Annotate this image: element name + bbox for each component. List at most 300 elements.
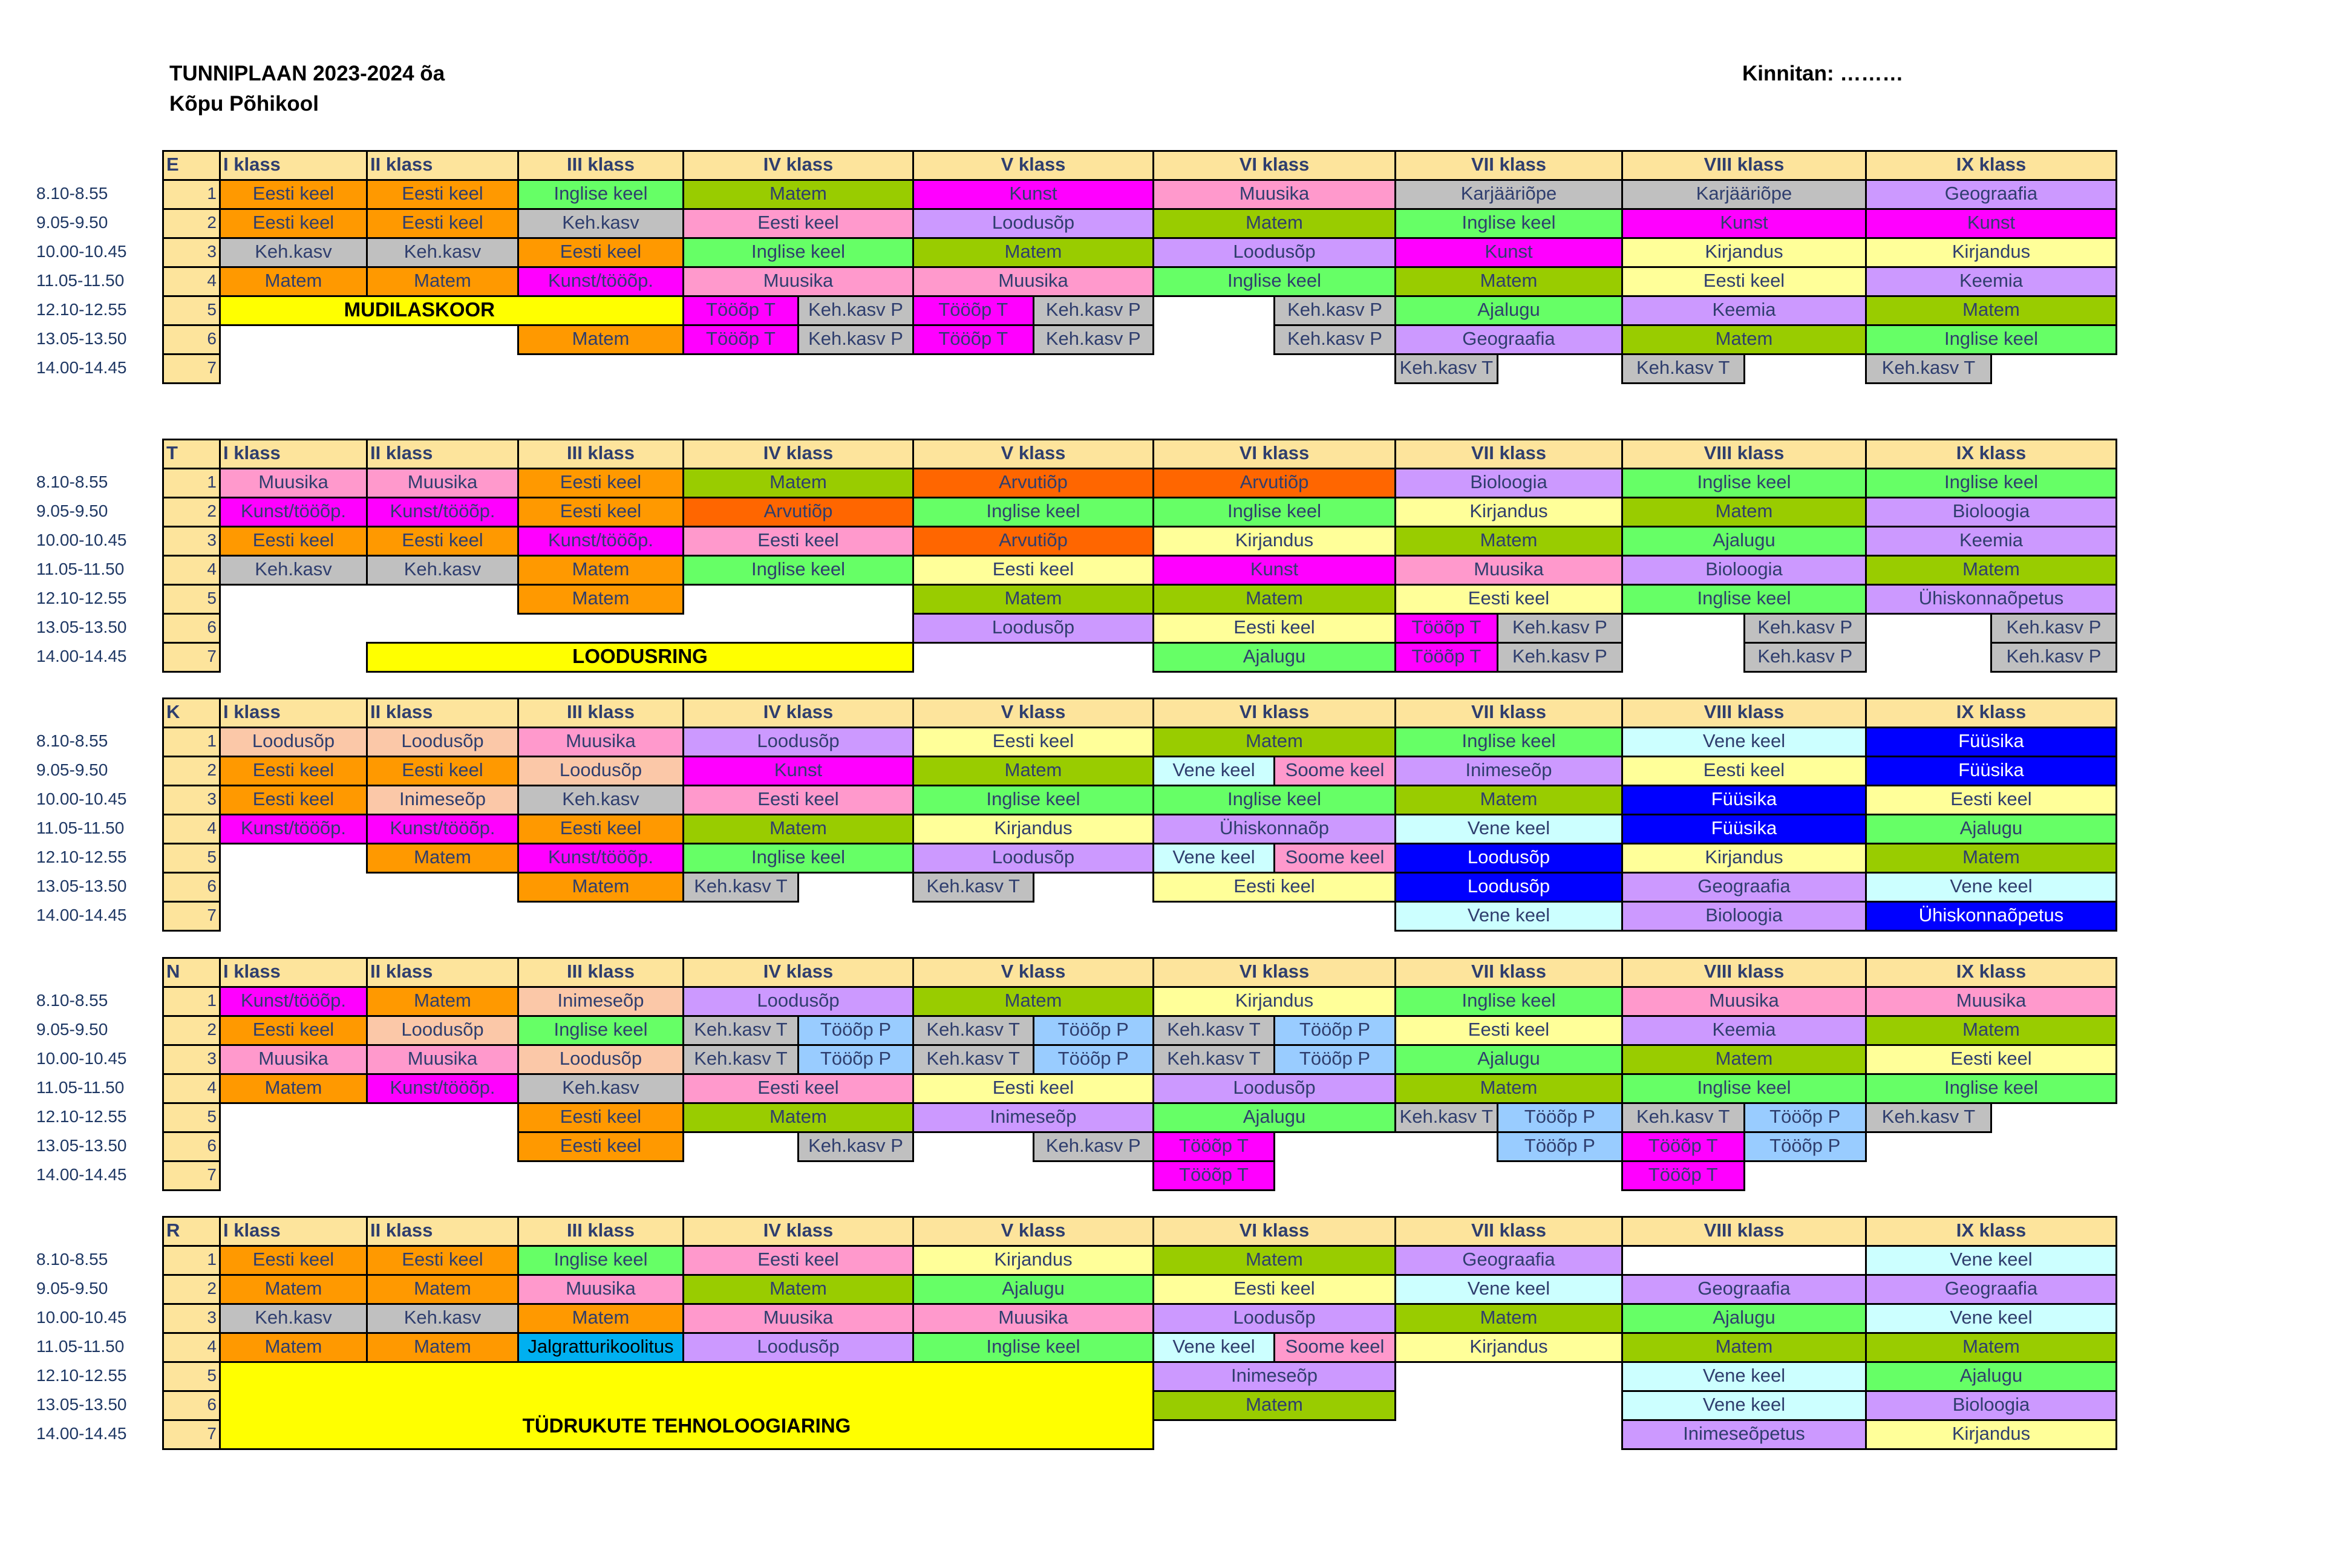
lesson-cell: Inimeseõp: [912, 1102, 1154, 1133]
lesson-cell: Tööõp P: [1743, 1102, 1867, 1133]
lesson-cell: Matem: [1394, 1303, 1623, 1334]
period-number: 1: [162, 727, 221, 757]
lesson-cell: Matem: [1394, 526, 1623, 557]
lesson-cell: Keh.kasv T: [682, 1015, 799, 1046]
lesson-cell: Keh.kasv T: [1865, 1102, 1992, 1133]
lesson-cell: Inglise keel: [1865, 324, 2117, 355]
lesson-cell: Eesti keel: [912, 1073, 1154, 1104]
lesson-cell: Eesti keel: [366, 179, 519, 210]
period-time: 12.10-12.55: [36, 589, 127, 607]
period-time: 8.10-8.55: [36, 1250, 108, 1269]
lesson-cell: Füüsika: [1621, 785, 1867, 815]
lesson-cell: Arvutiõp: [682, 497, 914, 528]
lesson-cell: Matem: [1865, 1015, 2117, 1046]
lesson-cell: Loodusõp: [1152, 237, 1396, 268]
lesson-cell: Matem: [366, 986, 519, 1017]
period-number: 3: [162, 1044, 221, 1075]
lesson-cell: Eesti keel: [366, 756, 519, 786]
period-number: 7: [162, 901, 221, 932]
lesson-cell: Ajalugu: [1394, 1044, 1623, 1075]
class-header: VII klass: [1394, 957, 1623, 988]
lesson-cell: Tööõp P: [1273, 1015, 1396, 1046]
lesson-cell: Inglise keel: [1394, 208, 1623, 239]
lesson-cell: Tööõp P: [1743, 1131, 1867, 1162]
lesson-cell: Matem: [1865, 843, 2117, 874]
lesson-cell: [1621, 1245, 1867, 1276]
lesson-cell: Vene keel: [1394, 1274, 1623, 1305]
lesson-cell: Matem: [912, 756, 1154, 786]
lesson-cell: Kirjandus: [1865, 237, 2117, 268]
lesson-cell: Ajalugu: [1621, 526, 1867, 557]
lesson-cell: Keh.kasv P: [1033, 1131, 1155, 1162]
lesson-cell: Vene keel: [1394, 814, 1623, 844]
period-time: 9.05-9.50: [36, 1279, 108, 1298]
lesson-cell: Matem: [1621, 497, 1867, 528]
lesson-cell: Loodusõp: [912, 613, 1154, 644]
class-header: III klass: [517, 697, 684, 728]
lesson-cell: Inglise keel: [1152, 266, 1396, 297]
lesson-cell: Kunst/tööõp.: [517, 526, 684, 557]
class-header: IX klass: [1865, 1216, 2117, 1247]
lesson-cell: Matem: [1621, 1332, 1867, 1363]
lesson-cell: Matem: [1152, 1245, 1396, 1276]
lesson-cell: Füüsika: [1621, 814, 1867, 844]
activity-band: MUDILASKOOR: [219, 295, 684, 326]
lesson-cell: Matem: [912, 986, 1154, 1017]
lesson-cell: Loodusõp: [912, 208, 1154, 239]
lesson-cell: Ühiskonnaõp: [1152, 814, 1396, 844]
period-number: 4: [162, 266, 221, 297]
lesson-cell: Matem: [517, 324, 684, 355]
class-header: IX klass: [1865, 150, 2117, 181]
period-time: 12.10-12.55: [36, 1366, 127, 1385]
period-number: 2: [162, 756, 221, 786]
lesson-cell: Muusika: [912, 266, 1154, 297]
lesson-cell: Matem: [1621, 1044, 1867, 1075]
lesson-cell: Keh.kasv T: [912, 1015, 1034, 1046]
lesson-cell: Keh.kasv: [366, 237, 519, 268]
class-header: VII klass: [1394, 150, 1623, 181]
lesson-cell: Inglise keel: [1621, 584, 1867, 615]
lesson-cell: Keh.kasv T: [682, 1044, 799, 1075]
lesson-cell: Inglise keel: [1152, 497, 1396, 528]
class-header: VI klass: [1152, 957, 1396, 988]
lesson-cell: Muusika: [517, 1274, 684, 1305]
lesson-cell: Kunst/tööõp.: [219, 814, 368, 844]
lesson-cell: Loodusõp: [219, 727, 368, 757]
lesson-cell: Kunst: [1621, 208, 1867, 239]
lesson-cell: Geograafia: [1621, 1274, 1867, 1305]
lesson-cell: Keemia: [1621, 1015, 1867, 1046]
lesson-cell: Kirjandus: [912, 814, 1154, 844]
lesson-cell: Bioloogia: [1621, 901, 1867, 932]
lesson-cell: Inglise keel: [912, 497, 1154, 528]
lesson-cell: Muusika: [219, 1044, 368, 1075]
lesson-cell: Soome keel: [1273, 1332, 1396, 1363]
class-header: II klass: [366, 439, 519, 469]
lesson-cell: Eesti keel: [517, 237, 684, 268]
lesson-cell: Füüsika: [1865, 727, 2117, 757]
class-header: VI klass: [1152, 1216, 1396, 1247]
activity-band: LOODUSRING: [366, 642, 914, 673]
lesson-cell: Matem: [682, 1274, 914, 1305]
school-name: Kõpu Põhikool: [169, 92, 319, 116]
class-header: II klass: [366, 1216, 519, 1247]
lesson-cell: Vene keel: [1865, 1303, 2117, 1334]
lesson-cell: Keh.kasv P: [1273, 295, 1396, 326]
class-header: IV klass: [682, 697, 914, 728]
lesson-cell: Inglise keel: [517, 1245, 684, 1276]
lesson-cell: Kunst: [1865, 208, 2117, 239]
lesson-cell: Muusika: [517, 727, 684, 757]
lesson-cell: Eesti keel: [219, 785, 368, 815]
class-header: I klass: [219, 150, 368, 181]
lesson-cell: Eesti keel: [517, 497, 684, 528]
lesson-cell: Muusika: [682, 1303, 914, 1334]
lesson-cell: Matem: [517, 1303, 684, 1334]
lesson-cell: Muusika: [366, 1044, 519, 1075]
lesson-cell: Ühiskonnaõpetus: [1865, 901, 2117, 932]
lesson-cell: Tööõp T: [1621, 1131, 1745, 1162]
lesson-cell: Eesti keel: [1152, 613, 1396, 644]
lesson-cell: Inimeseõp: [1394, 756, 1623, 786]
lesson-cell: Eesti keel: [912, 727, 1154, 757]
lesson-cell: Eesti keel: [219, 526, 368, 557]
lesson-cell: Loodusõp: [517, 1044, 684, 1075]
lesson-cell: Eesti keel: [1621, 756, 1867, 786]
period-time: 14.00-14.45: [36, 1165, 127, 1184]
lesson-cell: Loodusõp: [517, 756, 684, 786]
period-time: 11.05-11.50: [36, 271, 125, 290]
lesson-cell: Füüsika: [1865, 756, 2117, 786]
lesson-cell: Vene keel: [1621, 727, 1867, 757]
period-time: 12.10-12.55: [36, 848, 127, 866]
lesson-cell: Tööõp T: [1394, 642, 1498, 673]
lesson-cell: Eesti keel: [366, 1245, 519, 1276]
class-header: VII klass: [1394, 697, 1623, 728]
lesson-cell: Geograafia: [1394, 324, 1623, 355]
lesson-cell: Tööõp T: [912, 324, 1034, 355]
lesson-cell: Soome keel: [1273, 843, 1396, 874]
lesson-cell: Tööõp T: [682, 295, 799, 326]
lesson-cell: Matem: [366, 843, 519, 874]
lesson-cell: Keh.kasv T: [1621, 1102, 1745, 1133]
lesson-cell: Eesti keel: [517, 468, 684, 498]
lesson-cell: Kunst: [1152, 555, 1396, 586]
lesson-cell: Keh.kasv T: [912, 872, 1034, 903]
lesson-cell: Kirjandus: [1152, 986, 1396, 1017]
lesson-cell: Inglise keel: [1394, 986, 1623, 1017]
class-header: V klass: [912, 957, 1154, 988]
period-number: 7: [162, 642, 221, 673]
lesson-cell: Inglise keel: [517, 179, 684, 210]
class-header: VIII klass: [1621, 150, 1867, 181]
lesson-cell: Keh.kasv T: [1394, 1102, 1498, 1133]
period-time: 13.05-13.50: [36, 618, 127, 636]
period-number: 6: [162, 1131, 221, 1162]
lesson-cell: Eesti keel: [517, 1102, 684, 1133]
lesson-cell: Loodusõp: [1394, 872, 1623, 903]
lesson-cell: Inimeseõp: [1152, 1361, 1396, 1392]
lesson-cell: Matem: [219, 1274, 368, 1305]
lesson-cell: Inglise keel: [1621, 1073, 1867, 1104]
lesson-cell: Tööõp P: [1273, 1044, 1396, 1075]
lesson-cell: Loodusõp: [1152, 1073, 1396, 1104]
lesson-cell: Eesti keel: [366, 526, 519, 557]
lesson-cell: Eesti keel: [682, 1245, 914, 1276]
lesson-cell: Geograafia: [1865, 179, 2117, 210]
lesson-cell: Keh.kasv P: [797, 1131, 914, 1162]
lesson-cell: Loodusõp: [1394, 843, 1623, 874]
lesson-cell: Matem: [366, 266, 519, 297]
class-header: VI klass: [1152, 150, 1396, 181]
lesson-cell: Keh.kasv T: [1394, 353, 1498, 384]
lesson-cell: Matem: [1394, 1073, 1623, 1104]
lesson-cell: Eesti keel: [219, 756, 368, 786]
lesson-cell: Arvutiõp: [912, 468, 1154, 498]
lesson-cell: Kunst/tööõp.: [219, 986, 368, 1017]
lesson-cell: Eesti keel: [517, 814, 684, 844]
lesson-cell: Kunst/tööõp.: [219, 497, 368, 528]
lesson-cell: Keh.kasv P: [1273, 324, 1396, 355]
period-number: 2: [162, 497, 221, 528]
lesson-cell: Tööõp P: [1497, 1131, 1623, 1162]
period-number: 3: [162, 1303, 221, 1334]
class-header: VIII klass: [1621, 439, 1867, 469]
lesson-cell: Tööõp T: [1394, 613, 1498, 644]
period-number: 4: [162, 814, 221, 844]
lesson-cell: Keh.kasv: [219, 555, 368, 586]
day-label: N: [162, 957, 221, 988]
class-header: IX klass: [1865, 697, 2117, 728]
lesson-cell: Inglise keel: [912, 785, 1154, 815]
lesson-cell: Tööõp T: [912, 295, 1034, 326]
lesson-cell: Keh.kasv T: [1152, 1044, 1275, 1075]
class-header: VI klass: [1152, 439, 1396, 469]
lesson-cell: Inimeseõpetus: [1621, 1419, 1867, 1450]
lesson-cell: Matem: [1394, 266, 1623, 297]
lesson-cell: Muusika: [1152, 179, 1396, 210]
class-header: III klass: [517, 957, 684, 988]
lesson-cell: Inglise keel: [1152, 785, 1396, 815]
period-number: 6: [162, 872, 221, 903]
period-time: 10.00-10.45: [36, 1308, 127, 1327]
lesson-cell: Kirjandus: [1621, 237, 1867, 268]
lesson-cell: Matem: [1152, 1390, 1396, 1421]
lesson-cell: Keh.kasv: [219, 237, 368, 268]
lesson-cell: Inglise keel: [682, 555, 914, 586]
lesson-cell: Vene keel: [1865, 1245, 2117, 1276]
lesson-cell: Ajalugu: [1394, 295, 1623, 326]
class-header: IV klass: [682, 1216, 914, 1247]
class-header: IV klass: [682, 957, 914, 988]
period-number: 1: [162, 179, 221, 210]
period-number: 1: [162, 1245, 221, 1276]
day-label: R: [162, 1216, 221, 1247]
lesson-cell: Tööõp T: [682, 324, 799, 355]
lesson-cell: Eesti keel: [1865, 1044, 2117, 1075]
lesson-cell: Kirjandus: [1865, 1419, 2117, 1450]
lesson-cell: Eesti keel: [219, 1015, 368, 1046]
lesson-cell: Vene keel: [1621, 1390, 1867, 1421]
class-header: II klass: [366, 697, 519, 728]
lesson-cell: Keh.kasv: [219, 1303, 368, 1334]
period-time: 14.00-14.45: [36, 647, 127, 665]
period-time: 11.05-11.50: [36, 560, 125, 578]
lesson-cell: Keh.kasv P: [1990, 613, 2117, 644]
period-time: 8.10-8.55: [36, 472, 108, 491]
lesson-cell: Vene keel: [1621, 1361, 1867, 1392]
lesson-cell: Eesti keel: [682, 1073, 914, 1104]
lesson-cell: Keh.kasv P: [1497, 613, 1623, 644]
class-header: I klass: [219, 439, 368, 469]
lesson-cell: Eesti keel: [1152, 1274, 1396, 1305]
lesson-cell: Keh.kasv T: [912, 1044, 1034, 1075]
lesson-cell: Matem: [1865, 555, 2117, 586]
lesson-cell: Keh.kasv T: [682, 872, 799, 903]
lesson-cell: Bioloogia: [1621, 555, 1867, 586]
period-time: 14.00-14.45: [36, 906, 127, 924]
lesson-cell: Matem: [682, 179, 914, 210]
lesson-cell: Ajalugu: [1152, 1102, 1396, 1133]
lesson-cell: Eesti keel: [219, 179, 368, 210]
period-time: 13.05-13.50: [36, 1136, 127, 1155]
page-title: TUNNIPLAAN 2023-2024 õa: [169, 62, 445, 85]
lesson-cell: Matem: [517, 584, 684, 615]
lesson-cell: Ajalugu: [1621, 1303, 1867, 1334]
class-header: VIII klass: [1621, 697, 1867, 728]
class-header: IV klass: [682, 150, 914, 181]
lesson-cell: Matem: [1865, 295, 2117, 326]
class-header: IX klass: [1865, 439, 2117, 469]
lesson-cell: Loodusõp: [682, 727, 914, 757]
activity-band: TÜDRUKUTE TEHNOLOOGIARING: [219, 1361, 1154, 1450]
lesson-cell: Keh.kasv P: [1033, 295, 1155, 326]
lesson-cell: Matem: [682, 468, 914, 498]
lesson-cell: Geograafia: [1394, 1245, 1623, 1276]
lesson-cell: Inglise keel: [1621, 468, 1867, 498]
period-number: 5: [162, 1361, 221, 1392]
lesson-cell: Inglise keel: [682, 237, 914, 268]
lesson-cell: Loodusõp: [912, 843, 1154, 874]
lesson-cell: Jalgratturikoolitus: [517, 1332, 684, 1363]
lesson-cell: Inglise keel: [1865, 1073, 2117, 1104]
lesson-cell: Keh.kasv: [366, 1303, 519, 1334]
lesson-cell: Arvutiõp: [912, 526, 1154, 557]
lesson-cell: Loodusõp: [682, 986, 914, 1017]
period-number: 2: [162, 208, 221, 239]
lesson-cell: Keh.kasv: [517, 1073, 684, 1104]
class-header: VII klass: [1394, 1216, 1623, 1247]
lesson-cell: Inimeseõp: [517, 986, 684, 1017]
day-label: K: [162, 697, 221, 728]
period-number: 5: [162, 843, 221, 874]
lesson-cell: Keemia: [1865, 266, 2117, 297]
class-header: I klass: [219, 697, 368, 728]
period-number: 3: [162, 785, 221, 815]
lesson-cell: Tööõp P: [1033, 1015, 1155, 1046]
period-number: 6: [162, 613, 221, 644]
period-number: 1: [162, 986, 221, 1017]
lesson-cell: Matem: [366, 1274, 519, 1305]
lesson-cell: Keh.kasv T: [1865, 353, 1992, 384]
period-time: 10.00-10.45: [36, 242, 127, 261]
class-header: II klass: [366, 957, 519, 988]
lesson-cell: Inglise keel: [517, 1015, 684, 1046]
lesson-cell: Muusika: [1394, 555, 1623, 586]
approval-line: Kinnitan: ………: [1742, 62, 1904, 85]
lesson-cell: Eesti keel: [1621, 266, 1867, 297]
lesson-cell: Ajalugu: [912, 1274, 1154, 1305]
period-time: 8.10-8.55: [36, 731, 108, 750]
class-header: VIII klass: [1621, 957, 1867, 988]
period-time: 10.00-10.45: [36, 1049, 127, 1068]
lesson-cell: Loodusõp: [366, 1015, 519, 1046]
lesson-cell: Matem: [517, 555, 684, 586]
lesson-cell: Tööõp T: [1152, 1160, 1275, 1191]
lesson-cell: Eesti keel: [219, 208, 368, 239]
lesson-cell: Kirjandus: [1621, 843, 1867, 874]
lesson-cell: Matem: [1152, 727, 1396, 757]
lesson-cell: Geograafia: [1621, 872, 1867, 903]
lesson-cell: Matem: [1865, 1332, 2117, 1363]
period-time: 9.05-9.50: [36, 213, 108, 232]
lesson-cell: Keh.kasv P: [1990, 642, 2117, 673]
class-header: V klass: [912, 1216, 1154, 1247]
class-header: III klass: [517, 150, 684, 181]
lesson-cell: Keemia: [1865, 526, 2117, 557]
class-header: VIII klass: [1621, 1216, 1867, 1247]
period-time: 13.05-13.50: [36, 329, 127, 348]
period-time: 14.00-14.45: [36, 358, 127, 377]
period-number: 2: [162, 1015, 221, 1046]
lesson-cell: Kunst/tööõp.: [366, 497, 519, 528]
lesson-cell: Inglise keel: [912, 1332, 1154, 1363]
period-number: 5: [162, 1102, 221, 1133]
lesson-cell: Matem: [912, 237, 1154, 268]
period-time: 8.10-8.55: [36, 184, 108, 203]
period-number: 2: [162, 1274, 221, 1305]
period-time: 11.05-11.50: [36, 1337, 125, 1356]
class-header: III klass: [517, 1216, 684, 1247]
period-number: 7: [162, 1160, 221, 1191]
lesson-cell: Keh.kasv P: [1033, 324, 1155, 355]
class-header: IV klass: [682, 439, 914, 469]
lesson-cell: Ajalugu: [1865, 1361, 2117, 1392]
lesson-cell: Matem: [517, 872, 684, 903]
lesson-cell: Kirjandus: [1152, 526, 1396, 557]
class-header: III klass: [517, 439, 684, 469]
lesson-cell: Muusika: [366, 468, 519, 498]
class-header: V klass: [912, 697, 1154, 728]
lesson-cell: Matem: [219, 1073, 368, 1104]
lesson-cell: Ajalugu: [1152, 642, 1396, 673]
lesson-cell: Kirjandus: [912, 1245, 1154, 1276]
lesson-cell: Loodusõp: [366, 727, 519, 757]
lesson-cell: Kunst: [912, 179, 1154, 210]
lesson-cell: Matem: [366, 1332, 519, 1363]
lesson-cell: Matem: [1394, 785, 1623, 815]
lesson-cell: Inglise keel: [1394, 727, 1623, 757]
lesson-cell: Kunst/tööõp.: [366, 814, 519, 844]
class-header: I klass: [219, 957, 368, 988]
period-number: 1: [162, 468, 221, 498]
period-time: 12.10-12.55: [36, 300, 127, 319]
lesson-cell: Tööõp P: [1033, 1044, 1155, 1075]
lesson-cell: Kunst/tööõp.: [366, 1073, 519, 1104]
lesson-cell: Muusika: [912, 1303, 1154, 1334]
period-number: 3: [162, 237, 221, 268]
